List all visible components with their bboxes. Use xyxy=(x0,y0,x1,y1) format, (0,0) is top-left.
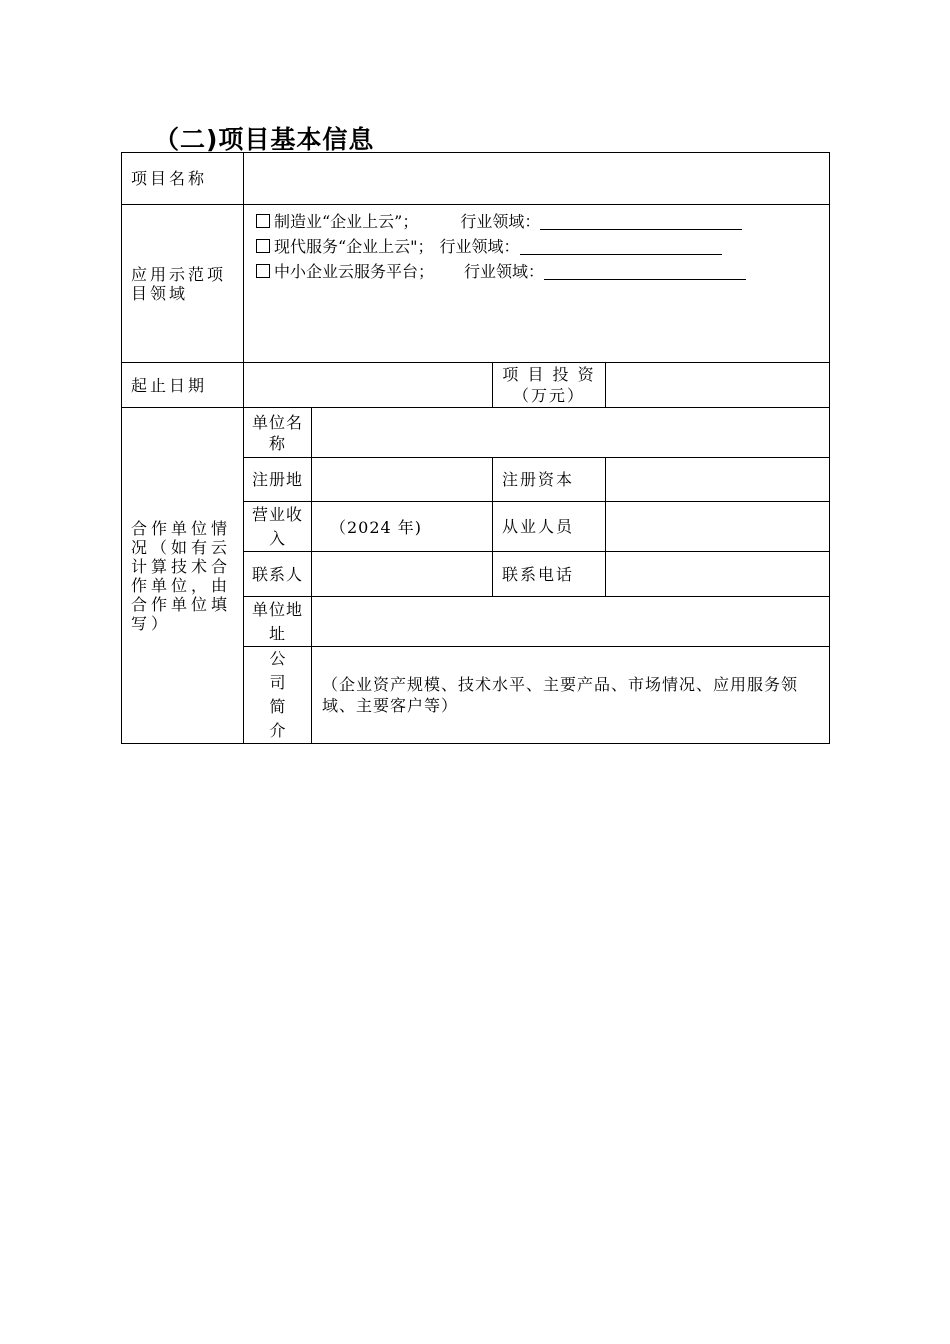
intro-label: 公司简介 xyxy=(244,647,312,744)
revenue-label: 营业收入 xyxy=(244,502,312,552)
industry-field-3[interactable] xyxy=(544,263,746,280)
reg-place-label: 注册地 xyxy=(244,458,312,502)
industry-field-1[interactable] xyxy=(540,213,742,230)
investment-field[interactable] xyxy=(606,363,830,408)
unit-name-field[interactable] xyxy=(312,408,830,458)
unit-name-label: 单位名称 xyxy=(244,408,312,458)
employees-field[interactable] xyxy=(606,502,830,552)
option-manufacturing-text: 制造业“企业上云”； xyxy=(274,212,419,231)
project-name-label: 项目名称 xyxy=(122,153,244,205)
row-application-domain xyxy=(122,205,830,363)
option-sme-text: 中小企业云服务平台； xyxy=(274,262,435,281)
checkbox-manufacturing[interactable] xyxy=(256,214,270,228)
revenue-field[interactable]: （2024 年) xyxy=(312,502,493,552)
domain-option-services xyxy=(256,234,829,259)
industry-field-2[interactable] xyxy=(520,238,722,255)
industry-label-1: 行业领域： xyxy=(460,212,541,231)
project-info-table xyxy=(121,152,830,744)
address-label: 单位地址 xyxy=(244,597,312,647)
section-title: （二)项目基本信息 xyxy=(154,125,375,154)
partner-group-label: 合作单位情况（如有云计算技术合作单位，由合作单位填写） xyxy=(122,408,244,744)
checkbox-services[interactable] xyxy=(256,239,270,253)
industry-label-3: 行业领域： xyxy=(464,262,545,281)
investment-label: 项 目 投 资（万元） xyxy=(493,363,606,408)
application-domain-label: 应用示范项目领域 xyxy=(122,205,244,363)
employees-label: 从业人员 xyxy=(493,502,606,552)
domain-option-manufacturing xyxy=(256,209,829,234)
contact-field[interactable] xyxy=(312,552,493,597)
dates-field[interactable] xyxy=(244,363,493,408)
row-project-name xyxy=(122,153,830,205)
option-services-text: 现代服务“企业上云"； xyxy=(274,237,434,256)
address-field[interactable] xyxy=(312,597,830,647)
industry-label-2: 行业领域： xyxy=(439,237,520,256)
phone-field[interactable] xyxy=(606,552,830,597)
domain-option-sme-platform xyxy=(256,259,829,284)
reg-capital-label: 注册资本 xyxy=(493,458,606,502)
project-name-field[interactable] xyxy=(244,153,830,205)
checkbox-sme-platform[interactable] xyxy=(256,264,270,278)
contact-label: 联系人 xyxy=(244,552,312,597)
application-domain-options xyxy=(244,205,830,363)
phone-label: 联系电话 xyxy=(493,552,606,597)
reg-place-field[interactable] xyxy=(312,458,493,502)
dates-label: 起止日期 xyxy=(122,363,244,408)
intro-field[interactable]: （企业资产规模、技术水平、主要产品、市场情况、应用服务领域、主要客户等） xyxy=(312,647,830,744)
row-unit-name xyxy=(122,408,830,458)
row-dates xyxy=(122,363,830,408)
reg-capital-field[interactable] xyxy=(606,458,830,502)
